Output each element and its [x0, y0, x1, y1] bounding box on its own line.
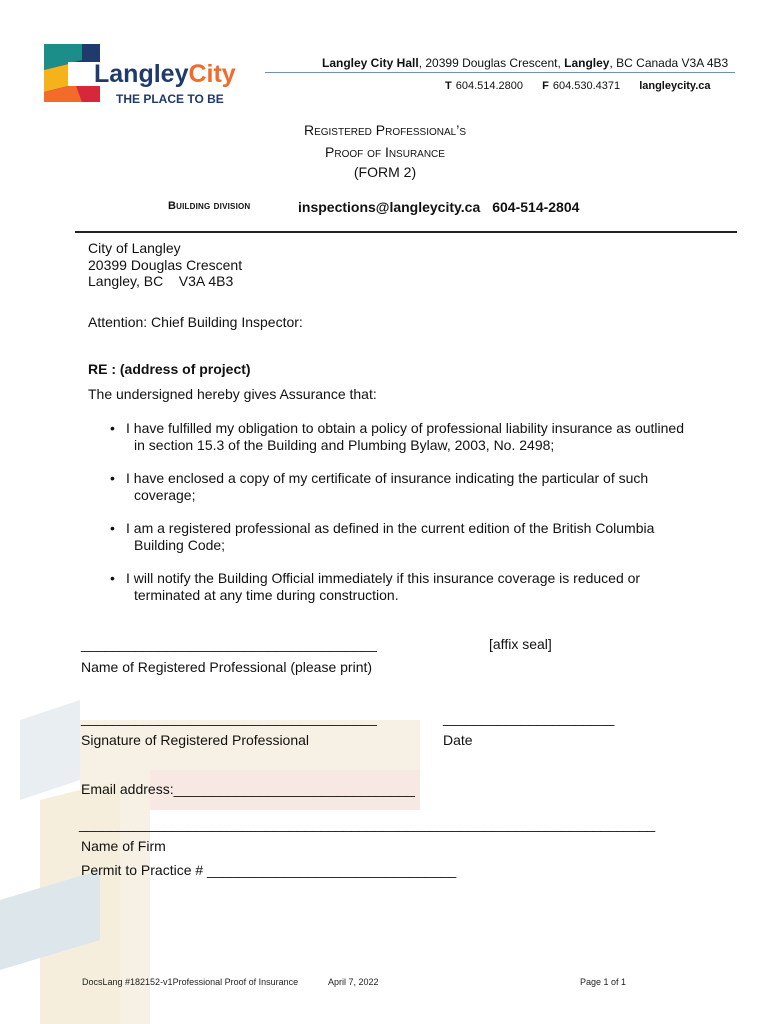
section-divider [75, 231, 737, 233]
bullet-icon: • [110, 470, 115, 486]
form-number: (FORM 2) [353, 164, 417, 180]
bullet-text-line2: terminated at any time during construction. [134, 587, 399, 603]
signature-field-line[interactable]: ______________________________________ [81, 710, 377, 726]
recipient-line2: 20399 Douglas Crescent [88, 257, 243, 273]
date-field-label: Date [443, 732, 473, 748]
bullet-text-line2: Building Code; [134, 537, 226, 553]
tel-label: T [445, 80, 452, 92]
footer-doc-ref: DocsLang #182152-v1Professional Proof of Insurance [82, 977, 299, 987]
list-item [110, 420, 690, 454]
address-text-2: , BC Canada V3A 4B3 [609, 56, 729, 70]
address-bold-2: Langley [564, 56, 610, 70]
name-field-label: Name of Registered Professional (please print) [81, 659, 373, 675]
affix-seal-label: [affix seal] [489, 636, 552, 652]
website-link[interactable]: langleycity.ca [639, 80, 711, 92]
firm-field-line[interactable]: __________________________________________________________________________ [79, 816, 656, 832]
list-item [110, 570, 690, 604]
division-email[interactable]: inspections@langleycity.ca [298, 199, 481, 215]
bullet-icon: • [110, 570, 115, 586]
bullet-text-line1: I have enclosed a copy of my certificate of insurance indicating the particular of such [126, 470, 649, 486]
header-rule [265, 72, 735, 73]
recipient-line3: Langley, BC V3A 4B3 [88, 273, 234, 289]
recipient-line1: City of Langley [88, 240, 181, 256]
attention-line: Attention: Chief Building Inspector: [88, 314, 303, 330]
division-contact [298, 199, 579, 215]
logo-brand-text: LangleyCity [94, 60, 236, 88]
date-field-line[interactable]: ______________________ [443, 710, 615, 726]
bullet-text-line2: coverage; [134, 487, 196, 503]
form-title-line1: Registered Professional’s [303, 122, 467, 138]
city-hall-address [322, 56, 728, 70]
bullet-text-line1: I am a registered professional as defined in the current edition of the British Columbia [126, 520, 655, 536]
tel-number: 604.514.2800 [455, 80, 524, 92]
address-bold-1: Langley City Hall [322, 56, 419, 70]
signature-field-label: Signature of Registered Professional [81, 732, 310, 748]
division-label: Building division [168, 200, 251, 212]
permit-field[interactable]: Permit to Practice # ________________________________ [81, 862, 457, 878]
list-item [110, 520, 690, 554]
bullet-icon: • [110, 420, 115, 436]
name-field-line[interactable]: ______________________________________ [81, 636, 377, 652]
address-text-1: , 20399 Douglas Crescent, [418, 56, 565, 70]
header-contact-line [445, 80, 715, 92]
langley-city-logo [42, 40, 267, 108]
bullet-text-line1: I will notify the Building Official immediately if this insurance coverage is reduced or [126, 570, 641, 586]
bullet-text-line2: in section 15.3 of the Building and Plumbing Bylaw, 2003, No. 2498; [134, 437, 555, 453]
footer-page-number: Page 1 of 1 [580, 977, 627, 987]
re-line: RE : (address of project) [88, 361, 251, 377]
bullet-text-line1: I have fulfilled my obligation to obtain a policy of professional liability insurance as outlined [126, 420, 684, 436]
logo-tagline: THE PLACE TO BE [116, 92, 224, 106]
division-phone: 604-514-2804 [492, 199, 580, 215]
fax-label: F [542, 80, 549, 92]
footer-date: April 7, 2022 [328, 977, 379, 987]
list-item [110, 470, 690, 504]
fax-number: 604.530.4371 [552, 80, 621, 92]
form-title-line2: Proof of Insurance [325, 144, 445, 160]
bullet-icon: • [110, 520, 115, 536]
assurance-intro: The undersigned hereby gives Assurance that: [88, 386, 377, 402]
firm-field-label: Name of Firm [81, 838, 166, 854]
email-field[interactable]: Email address:_______________________________ [81, 781, 415, 797]
city-logo-watermark [0, 640, 420, 1024]
